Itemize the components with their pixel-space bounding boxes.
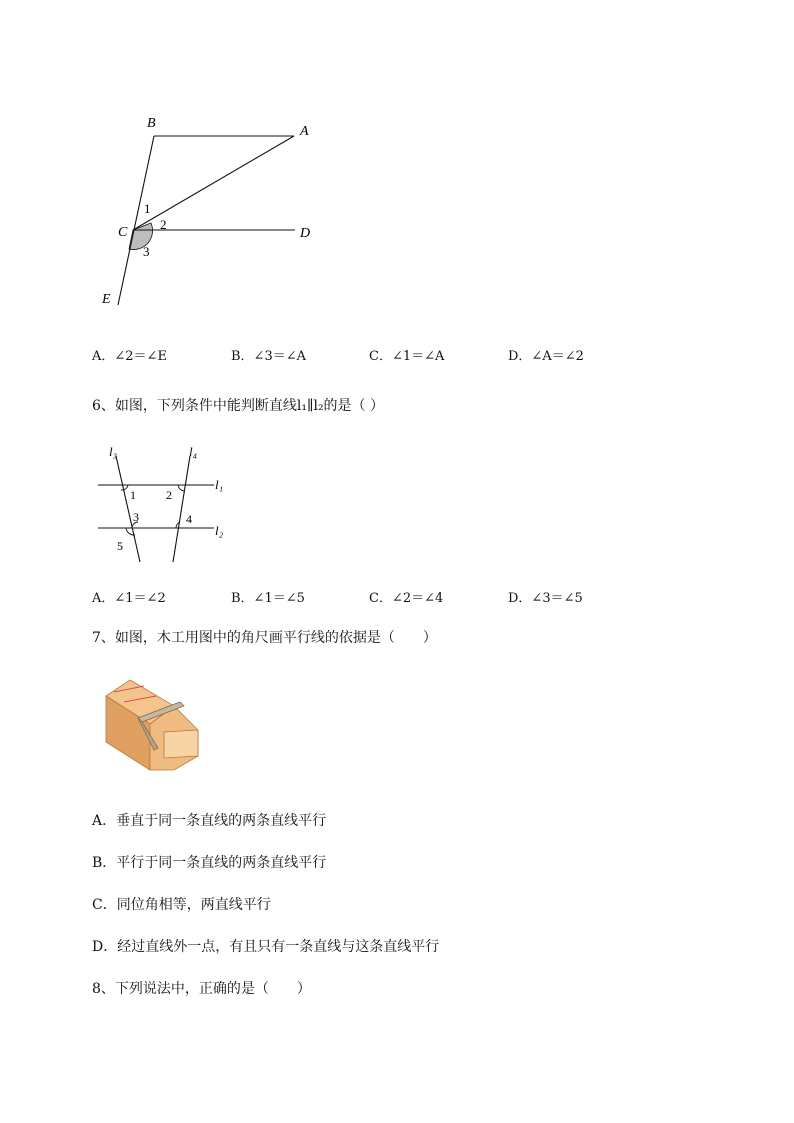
label-l3: l₃ [109, 444, 118, 459]
q5-option-a[interactable]: A．∠2＝∠E [92, 349, 167, 364]
angle-label-3: 3 [143, 244, 150, 259]
q7-stem: 7、如图，木工用图中的角尺画平行线的依据是（ ） [92, 630, 437, 646]
label-l2: l₂ [215, 523, 224, 538]
segment-ca [133, 136, 294, 230]
label-l4: l₄ [189, 444, 198, 459]
angle-label-4: 4 [186, 512, 192, 526]
angle-label-1: 1 [130, 488, 136, 502]
label-d: D [300, 226, 311, 241]
q7-option-b[interactable]: B．平行于同一条直线的两条直线平行 [92, 855, 327, 871]
label-l1: l₁ [215, 477, 224, 492]
angle-label-3: 3 [133, 510, 139, 524]
q6-option-d[interactable]: D．∠3＝∠5 [508, 591, 583, 606]
q7-option-c[interactable]: C．同位角相等，两直线平行 [92, 897, 271, 913]
carpenter-square-illustration [104, 676, 204, 772]
angle-label-2: 2 [166, 488, 172, 502]
q6-option-a[interactable]: A．∠1＝∠2 [92, 591, 166, 606]
label-b: B [147, 116, 156, 131]
angle-figure [90, 110, 330, 320]
q5-option-c[interactable]: C．∠1＝∠A [369, 349, 445, 364]
q7-option-a[interactable]: A．垂直于同一条直线的两条直线平行 [92, 813, 327, 829]
q6-option-c[interactable]: C．∠2＝∠4 [369, 591, 444, 606]
line-l4 [173, 456, 190, 562]
angle-arc-1 [121, 485, 128, 490]
angle-label-1: 1 [144, 201, 151, 216]
angle-label-2: 2 [160, 217, 167, 232]
angle-arc-2 [178, 485, 184, 491]
q5-option-d[interactable]: D．∠A＝∠2 [508, 349, 584, 364]
q8-stem: 8、下列说法中，正确的是（ ） [92, 981, 311, 997]
q6-stem: 6、如图，下列条件中能判断直线l₁∥l₂的是（ ） [92, 398, 385, 414]
parallel-lines-figure [90, 442, 240, 566]
q6-option-b[interactable]: B．∠1＝∠5 [231, 591, 305, 606]
label-e: E [102, 292, 111, 307]
q7-option-d[interactable]: D．经过直线外一点，有且只有一条直线与这条直线平行 [92, 939, 440, 955]
label-c: C [118, 225, 128, 240]
block-end-face [164, 730, 198, 758]
q5-option-b[interactable]: B．∠3＝∠A [231, 349, 306, 364]
label-a: A [300, 124, 309, 139]
angle-label-5: 5 [117, 539, 123, 553]
